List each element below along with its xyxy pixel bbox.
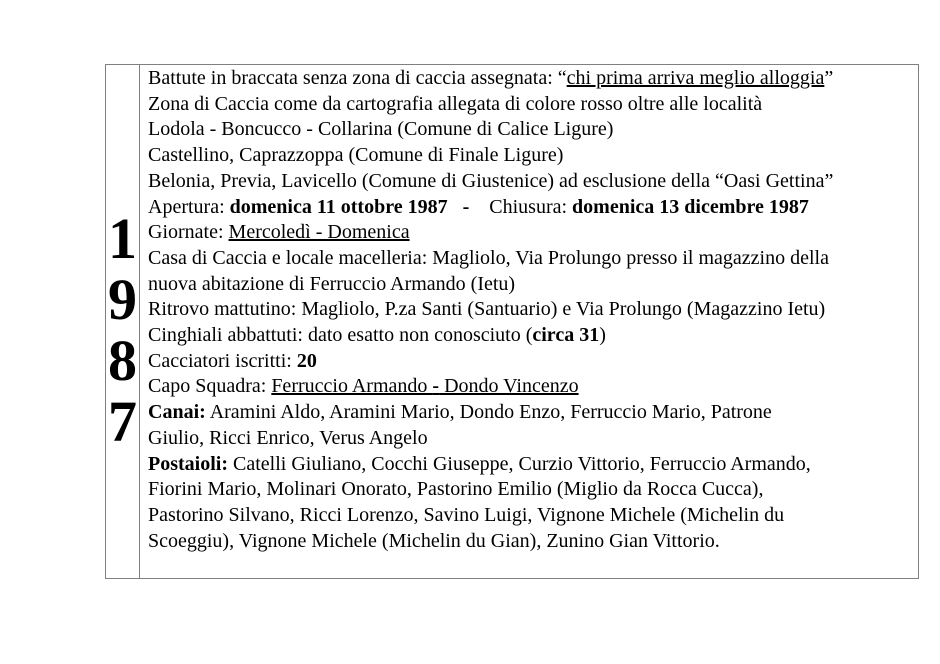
text-segment: Aramini Aldo, Aramini Mario, Dondo Enzo, Ferruccio Mario, Patrone: [205, 401, 772, 424]
text-segment: Scoeggiu), Vignone Michele (Michelin du Gian), Zunino Gian Vittorio.: [148, 529, 720, 552]
text-segment: -: [462, 195, 470, 218]
text-line: [148, 426, 916, 452]
year-digit: 7: [108, 388, 137, 454]
text-segment: domenica 13 dicembre 1987: [572, 195, 809, 218]
text-segment: Belonia, Previa, Lavicello (Comune di Giustenice) ad esclusione della “Oasi Gettina”: [148, 169, 834, 192]
text-line: [148, 66, 916, 92]
text-line: [148, 297, 916, 323]
text-segment: [448, 196, 463, 218]
text-segment: Catelli Giuliano, Cocchi Giuseppe, Curzio Vittorio, Ferruccio Armando,: [228, 452, 811, 475]
text-segment: Capo Squadra:: [148, 375, 272, 398]
text-segment: Casa di Caccia e locale macelleria: Magliolo, Via Prolungo presso il magazzino della: [148, 246, 829, 269]
text-line: [148, 195, 916, 221]
text-line: [148, 503, 916, 529]
text-line: [148, 452, 916, 478]
text-line: [148, 272, 916, 298]
text-line: [148, 117, 916, 143]
text-segment: Cacciatori iscritti:: [148, 349, 297, 372]
text-segment: Battute in braccata senza zona di caccia assegnata: “: [148, 67, 567, 89]
text-segment: Canai:: [148, 401, 206, 424]
text-segment: Apertura:: [148, 195, 230, 218]
year-digit: 1: [108, 205, 137, 271]
year-column: [106, 65, 140, 578]
year-digit: 9: [108, 266, 137, 332]
text-segment: Pastorino Silvano, Ricci Lorenzo, Savino Luigi, Vignone Michele (Michelin du: [148, 503, 785, 526]
text-segment: Fiorini Mario, Molinari Onorato, Pastorino Emilio (Miglio da Rocca Cucca),: [148, 478, 764, 501]
text-line: [148, 246, 916, 272]
text-segment: Ferruccio Armando: [271, 375, 433, 398]
text-segment: -: [432, 375, 440, 398]
year-digit: 8: [108, 327, 137, 393]
text-segment: Dondo Vincenzo: [439, 375, 579, 398]
text-line: [148, 349, 916, 375]
text-segment: Zona di Caccia come da cartografia allegata di colore rosso oltre alle località: [148, 92, 763, 115]
text-segment: nuova abitazione di Ferruccio Armando (Ietu): [148, 272, 516, 295]
content-cell: [140, 65, 918, 578]
text-segment: domenica 11 ottobre 1987: [229, 195, 448, 218]
text-segment: 20: [296, 349, 317, 372]
text-segment: Giornate:: [148, 221, 229, 244]
text-segment: Castellino, Caprazzoppa (Comune di Finale Ligure): [148, 144, 564, 167]
text-segment: ”: [824, 67, 834, 89]
text-line: [148, 529, 916, 555]
document-table: [105, 64, 919, 579]
text-segment: Giulio, Ricci Enrico, Verus Angelo: [148, 426, 428, 449]
text-line: [148, 92, 916, 118]
text-segment: ): [599, 324, 606, 347]
text-line: [148, 169, 916, 195]
text-segment: chi prima arriva meglio alloggia: [566, 67, 825, 89]
text-segment: Lodola - Boncucco - Collarina (Comune di Calice Ligure): [148, 118, 614, 141]
text-segment: Postaioli:: [148, 452, 228, 475]
text-line: [148, 477, 916, 503]
text-segment: Cinghiali abbattuti: dato esatto non conosciuto (: [148, 324, 533, 347]
text-line: [148, 220, 916, 246]
text-segment: Chiusura:: [469, 195, 573, 218]
text-line: [148, 143, 916, 169]
text-segment: Ritrovo mattutino: Magliolo, P.za Santi (Santuario) e Via Prolungo (Magazzino Ietu): [148, 298, 826, 321]
text-line: [148, 374, 916, 400]
text-line: [148, 400, 916, 426]
text-line: [148, 323, 916, 349]
text-segment: circa 31: [532, 324, 600, 347]
text-segment: Mercoledì - Domenica: [228, 221, 410, 244]
